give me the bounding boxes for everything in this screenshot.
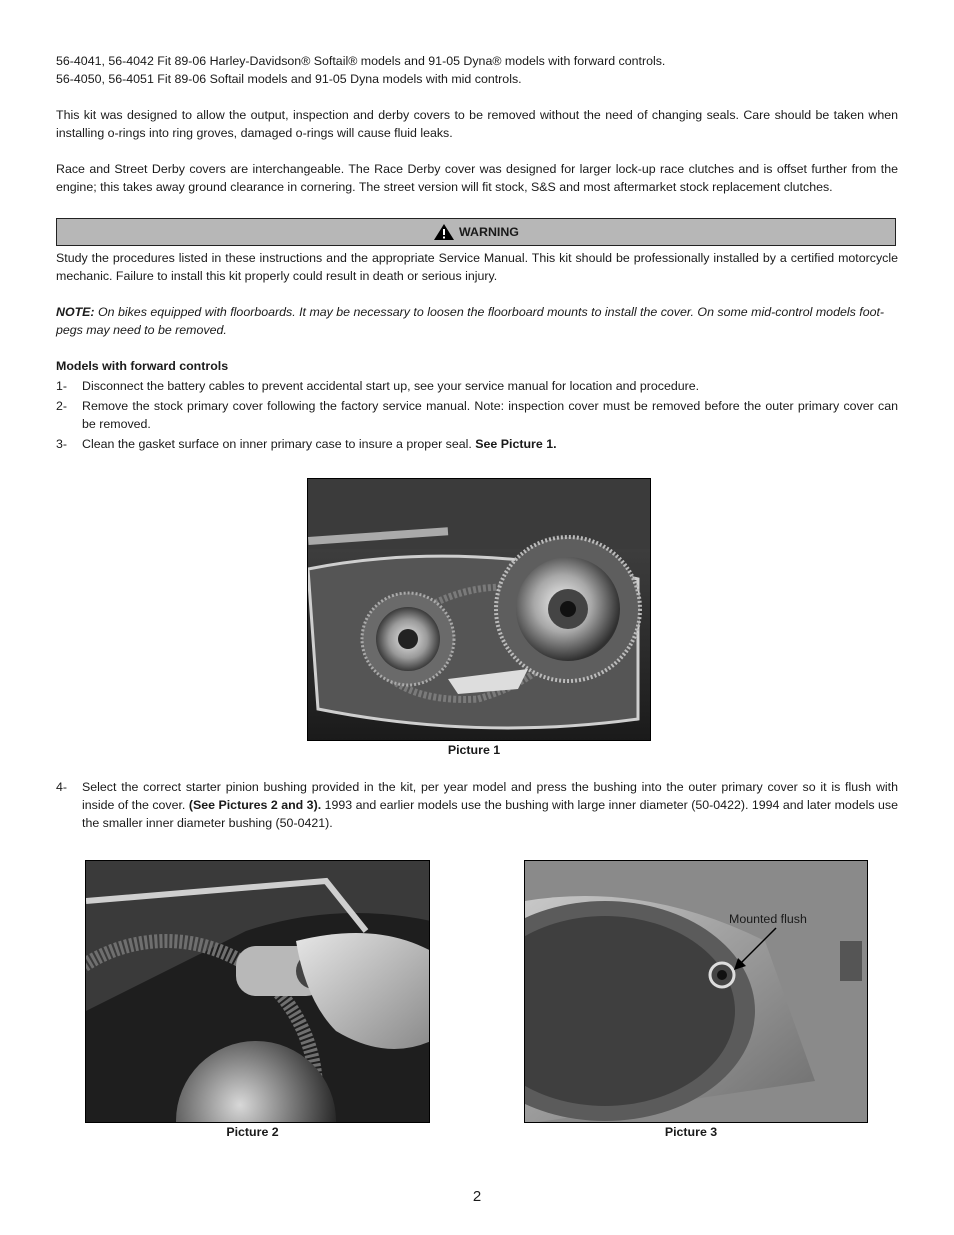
picture-2-caption: Picture 2	[226, 1125, 279, 1139]
picture-2-photo	[85, 860, 430, 1123]
step-text: Clean the gasket surface on inner primary case to insure a proper seal.	[82, 437, 476, 451]
primary-drive-illustration	[308, 479, 651, 741]
step-reference: (See Pictures 2 and 3).	[188, 798, 322, 812]
step-number: 4-	[56, 780, 68, 794]
annotation-arrow-icon	[730, 926, 780, 974]
picture-3-caption: Picture 3	[664, 1125, 718, 1139]
picture-1-photo	[307, 478, 651, 741]
step-text-wrap	[82, 435, 898, 453]
intro-line-2: 56-4050, 56-4051 Fit 89-06 Softail models and 91-05 Dyna models with mid controls.	[56, 72, 522, 86]
picture-1-caption: Picture 1	[447, 743, 501, 757]
warning-header	[56, 218, 896, 246]
step-number: 2-	[56, 399, 68, 413]
step-number: 3-	[56, 437, 68, 451]
step-number: 1-	[56, 379, 68, 393]
section-heading: Models with forward controls	[56, 359, 229, 373]
warning-text: Study the procedures listed in these instructions and the appropriate Service Manual. This kit should be professionally installed by a certified motorcycle mechanic. Failure to install this kit properly could result in death or serious injury.	[56, 251, 898, 283]
step-text-continued: 1993 and earlier models use the bushing with large inner diameter (50-0422). 1994 and later models use the smaller inner diameter bushing (50-0421).	[82, 798, 898, 830]
intro-block	[56, 52, 898, 88]
intro-paragraph-1: This kit was designed to allow the output, inspection and derby covers to be removed without the need of changing seals. Care should be taken when installing o-rings into ring groves, damaged o-rings will cause fluid leaks.	[56, 108, 898, 140]
note-text: On bikes equipped with floorboards. It may be necessary to loosen the floorboard mounts to install the cover. On some mid-control models foot-pegs may need to be removed.	[56, 305, 885, 337]
step-text: Disconnect the battery cables to prevent accidental start up, see your service manual for location and procedure.	[82, 379, 700, 393]
picture-3-photo	[524, 860, 868, 1123]
bushing-install-illustration	[86, 861, 430, 1123]
intro-paragraph-2: Race and Street Derby covers are interchangeable. The Race Derby cover was designed for larger lock-up race clutches and is offset further from the engine; this takes away ground clearance in cornering. The street version will fit stock, S&S and most aftermarket stock replacement clutches.	[56, 162, 898, 194]
warning-label: WARNING	[459, 225, 519, 239]
step-text: Remove the stock primary cover following the factory service manual. Note: inspection cover must be removed before the outer primary cover can be removed.	[82, 399, 898, 431]
page-number: 2	[472, 1188, 482, 1205]
picture-3-annotation: Mounted flush	[729, 912, 807, 926]
warning-triangle-icon	[433, 223, 455, 241]
note-block	[56, 303, 898, 339]
intro-line-1: 56-4041, 56-4042 Fit 89-06 Harley-Davidson® Softail® models and 91-05 Dyna® models with forward controls.	[56, 54, 666, 68]
step-reference: See Picture 1.	[475, 437, 557, 451]
step-text: Select the correct starter pinion bushing provided in the kit, per year model and press the bushing into the outer primary cover so it is flush with inside of the cover.	[82, 780, 898, 812]
note-label: NOTE:	[56, 305, 95, 319]
step-text-wrap	[82, 778, 898, 832]
mounted-bushing-illustration	[525, 861, 868, 1123]
